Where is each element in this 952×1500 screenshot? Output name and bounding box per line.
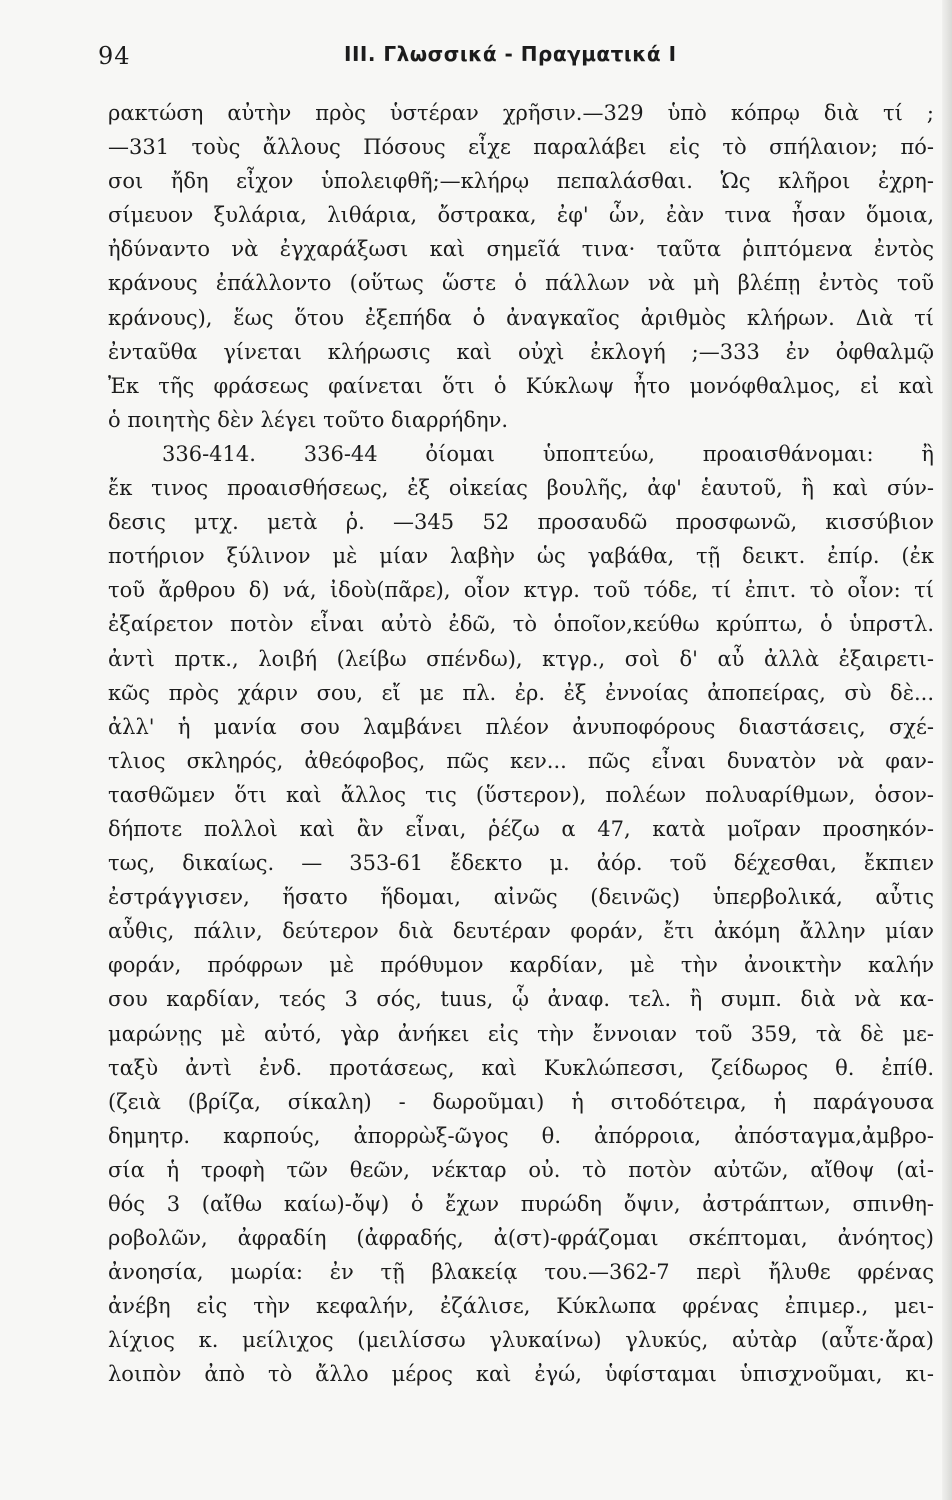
text-line: κράνους), ἕως ὅτου ἐξεπήδα ὁ ἀναγκαῖος ἀριθμὸς κλήρων. Διὰ τί (108, 305, 934, 330)
text-line: ρακτώση αὐτὴν πρὸς ὑστέραν χρῆσιν.—329 ὑπὸ κόπρῳ διὰ τί ; (108, 101, 934, 125)
text-line: σου καρδίαν, τεός 3 σός, tuus, ᾧ ἀναφ. τελ. ἢ συμπ. διὰ νὰ κα- (108, 987, 934, 1012)
text-line: —331 τοὺς ἄλλους Πόσους εἶχε παραλάβει εἰς τὸ σπήλαιον; πό- (108, 135, 934, 160)
text-line: τασθῶμεν ὅτι καὶ ἄλλος τις (ὕστερον), πολέων πολυαρίθμων, ὁσον- (108, 782, 934, 807)
text-line: ἐστράγγισεν, ἥσατο ἥδομαι, αἰνῶς (δεινῶς) ὑπερβολικά, αὖτις (108, 885, 934, 910)
text-line: τοῦ ἄρθρου δ) νά, ἰδοὺ(πᾶρε), οἶον κτγρ. τοῦ τόδε, τί ἐπιτ. τὸ οἶον: τί (108, 578, 934, 603)
text-line: φοράν, πρόφρων μὲ πρόθυμον καρδίαν, μὲ τὴν ἀνοικτὴν καλήν (108, 953, 934, 978)
text-line: δημητρ. καρπούς, ἀπορρὼξ-ῶγος θ. ἀπόρροια, ἀπόσταγμα,ἀμβρο- (108, 1123, 934, 1148)
text-line: αὖθις, πάλιν, δεύτερον διὰ δευτέραν φοράν, ἔτι ἀκόμη ἄλλην μίαν (108, 919, 934, 944)
text-line: ἀντὶ πρτκ., λοιβή (λείβω σπένδω), κτγρ., σοὶ δ' αὖ ἀλλὰ ἐξαιρετι- (108, 646, 934, 671)
section-heading-line: 336-414. 336-44 ὀίομαι ὑποπτεύω, προαισθάνομαι: ἢ (162, 441, 934, 466)
text-line: ἀνοησία, μωρία: ἐν τῇ βλακείᾳ του.—362-7 περὶ ἤλυθε φρένας (108, 1260, 934, 1285)
text-line: δήποτε πολλοὶ καὶ ἂν εἶναι, ῥέζω α 47, κατὰ μοῖραν προσηκόν- (108, 816, 934, 841)
text-line: θός 3 (αἴθω καίω)-ὄψ) ὁ ἔχων πυρώδη ὄψιν, ἀστράπτων, σπινθη- (108, 1192, 934, 1216)
text-line: τλιος σκληρός, ἀθεόφοβος, πῶς κεν... πῶς εἶναι δυνατὸν νὰ φαν- (108, 748, 934, 773)
text-line: ἀλλ' ἡ μανία σου λαμβάνει πλέον ἀνυποφόρους διαστάσεις, σχέ- (108, 714, 934, 739)
text-line: ταξὺ ἀντὶ ἐνδ. προτάσεως, καὶ Κυκλώπεσσι, ζείδωρος θ. ἐπίθ. (108, 1055, 934, 1080)
text-line: ἠδύναντο νὰ ἐγχαράξωσι καὶ σημεῖά τινα· ταῦτα ῥιπτόμενα ἐντὸς (108, 237, 934, 262)
text-line: κῶς πρὸς χάριν σου, εἴ με πλ. ἐρ. ἐξ ἐννοίας ἀποπείρας, σὺ δὲ... (108, 680, 934, 705)
text-line: λοιπὸν ἀπὸ τὸ ἄλλο μέρος καὶ ἐγώ, ὑφίσταμαι ὑπισχνοῦμαι, κι- (108, 1362, 934, 1387)
text-line: λίχιος κ. μείλιχος (μειλίσσω γλυκαίνω) γλυκύς, αὐτὰρ (αὖτε·ἄρα) (108, 1328, 934, 1353)
text-line: κράνους ἐπάλλοντο (οὕτως ὥστε ὁ πάλλων νὰ μὴ βλέπῃ ἐντὸς τοῦ (108, 271, 934, 296)
text-line: (ζειὰ (βρίζα, σίκαλη) - δωροῦμαι) ἡ σιτοδότειρα, ἡ παράγουσα (108, 1089, 934, 1114)
text-line: ἀνέβη εἰς τὴν κεφαλήν, ἐζάλισε, Κύκλωπα φρένας ἐπιμερ., μει- (108, 1294, 934, 1319)
running-head: ΙΙΙ. Γλωσσικά - Πραγματικά Ι (344, 42, 677, 66)
text-line: ὁ ποιητὴς δὲν λέγει τοῦτο διαρρήδην. (108, 407, 509, 432)
text-line: ἔκ τινος προαισθήσεως, ἐξ οἰκείας βουλῆς, ἀφ' ἑαυτοῦ, ἢ καὶ σύν- (108, 476, 934, 501)
text-line: ποτήριον ξύλινον μὲ μίαν λαβὴν ὡς γαβάθα, τῇ δεικτ. ἐπίρ. (ἐκ (108, 544, 934, 569)
text-line: ροβολῶν, ἀφραδίη (ἀφραδής, ἀ(στ)-φράζομαι σκέπτομαι, ἀνόητος) (108, 1226, 934, 1251)
text-line: σία ἡ τροφὴ τῶν θεῶν, νέκταρ οὐ. τὸ ποτὸν αὐτῶν, αἴθοψ (αἰ- (108, 1157, 934, 1182)
page-edge-shadow (942, 0, 952, 1500)
text-line: ἐξαίρετον ποτὸν εἶναι αὐτὸ ἐδῶ, τὸ ὁποῖον,κεύθω κρύπτω, ὁ ὑπρστλ. (108, 612, 934, 637)
text-line: Ἐκ τῆς φράσεως φαίνεται ὅτι ὁ Κύκλωψ ἦτο μονόφθαλμος, εἰ καὶ (108, 373, 934, 398)
text-line: σοι ἤδη εἶχον ὑπολειφθῆ;—κλήρῳ πεπαλάσθαι. Ὡς κλῆροι ἐχρη- (108, 169, 934, 194)
text-line: σίμευον ξυλάρια, λιθάρια, ὄστρακα, ἐφ' ὧν, ἐὰν τινα ἦσαν ὅμοια, (108, 203, 934, 228)
text-line: τως, δικαίως. — 353-61 ἔδεκτο μ. ἀόρ. τοῦ δέχεσθαι, ἔκπιεν (108, 851, 934, 876)
commentary-text (108, 96, 934, 1392)
text-line: δεσις μτχ. μετὰ ῥ. —345 52 προσαυδῶ προσφωνῶ, κισσύβιον (108, 510, 934, 535)
text-line: ἐνταῦθα γίνεται κλήρωσις καὶ οὐχὶ ἐκλογή ;—333 ἐν ὀφθαλμῷ (108, 339, 934, 364)
page-number: 94 (98, 42, 131, 70)
text-line: μαρώνῃς μὲ αὐτό, γὰρ ἀνήκει εἰς τὴν ἔννοιαν τοῦ 359, τὰ δὲ με- (108, 1021, 934, 1046)
